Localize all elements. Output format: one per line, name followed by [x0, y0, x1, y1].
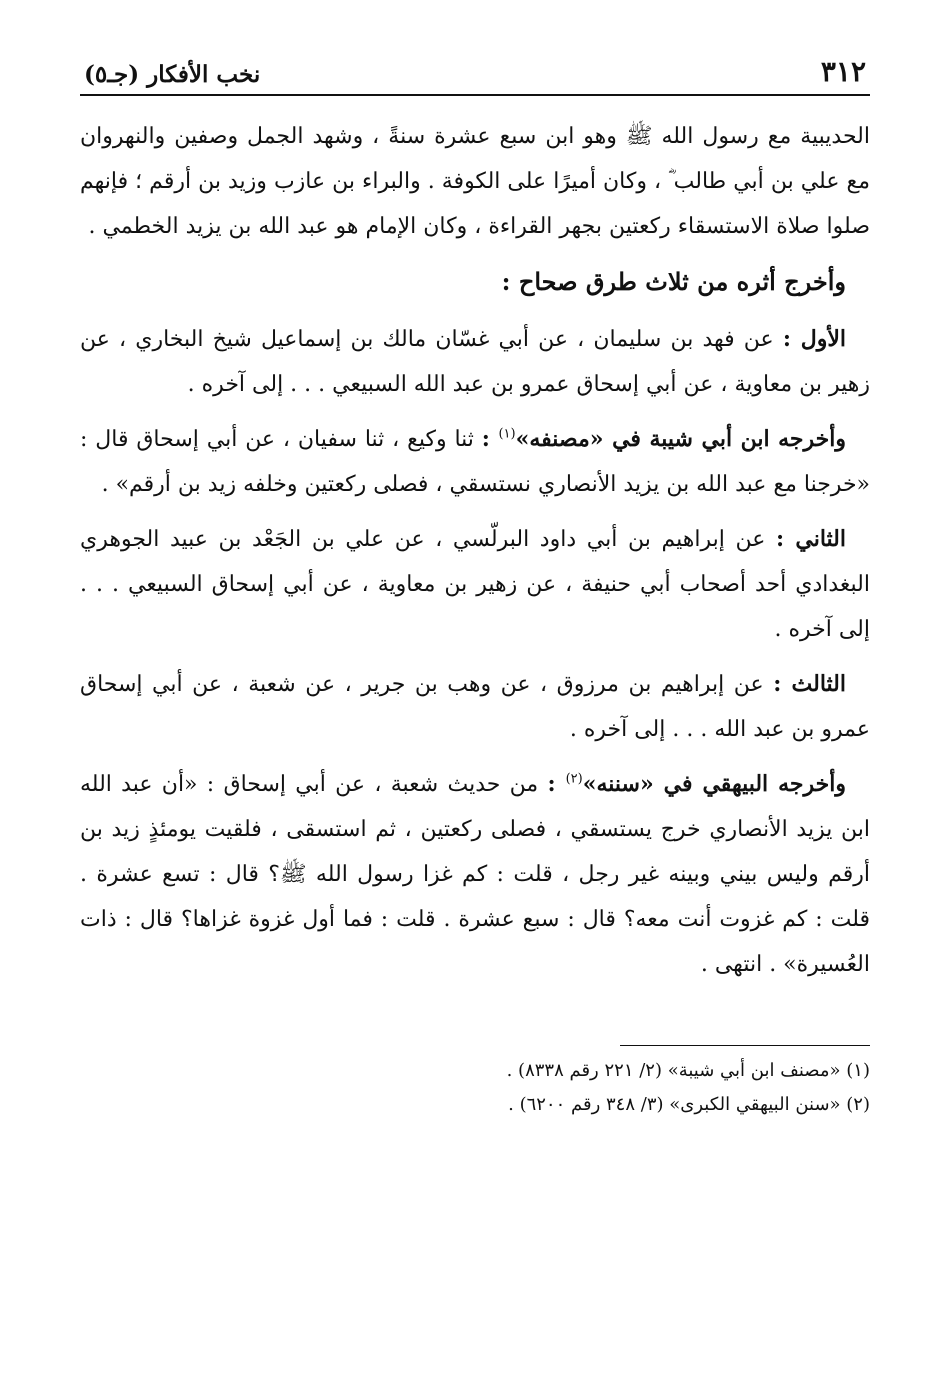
ibn-abi-shayba-colon: : — [481, 426, 499, 452]
bayhaqi-label: وأخرجه البيهقي في «سننه» — [582, 771, 846, 797]
book-title: نخب الأفكار (جـ٥) — [84, 61, 261, 88]
second-chain-paragraph — [80, 517, 870, 652]
ibn-abi-shayba-text: ثنا وكيع ، ثنا سفيان ، عن أبي إسحاق قال : «خرجنا مع عبد الله بن يزيد الأنصاري نستسقي ، فصلى ركعتين وخلفه زيد بن أرقم» . — [80, 427, 870, 497]
footnote-1: (١) «مصنف ابن أبي شيبة» (٢/ ٢٢١ رقم ٨٣٣٨) . — [506, 1060, 870, 1081]
bayhaqi-colon: : — [547, 771, 566, 797]
section-heading: وأخرج أثره من ثلاث طرق صحاح : — [501, 267, 846, 296]
book-page — [80, 52, 870, 1122]
footnote-ref-1[interactable]: (١) — [498, 426, 516, 442]
intro-paragraph — [80, 114, 870, 249]
footnote-ref-2[interactable]: (٢) — [565, 771, 583, 787]
third-chain-label: الثالث : — [773, 671, 846, 697]
page-header — [80, 52, 870, 96]
second-chain-label: الثاني : — [775, 526, 846, 552]
footnote-2: (٢) «سنن البيهقي الكبرى» (٣/ ٣٤٨ رقم ٦٢٠٠) . — [508, 1094, 870, 1115]
bayhaqi-text: من حديث شعبة ، عن أبي إسحاق : «أن عبد الله ابن يزيد الأنصاري خرج يستسقي ، فصلى ركعتين ، ثم استسقى ، فلقيت يومئذٍ زيد بن أرقم وليس بيني وبينه غير رجل ، قلت : كم غزا رسول الله ﷺ؟ قال : تسع عشرة . قلت : كم غزوت أنت معه؟ قال : سبع عشرة . قلت : فما أول غزوة غزاها؟ قال : ذات العُسيرة» . انتهى . — [80, 772, 870, 977]
third-chain-paragraph — [80, 662, 870, 752]
intro-text: الحديبية مع رسول الله ﷺ وهو ابن سبع عشرة سنةً ، وشهد الجمل وصفين والنهروان مع علي بن أبي طالب ؓ ، وكان أميرًا على الكوفة . والبراء بن عازب وزيد بن أرقم ؛ فإنهم صلوا صلاة الاستسقاء ركعتين بجهر القراءة ، وكان الإمام هو عبد الله بن يزيد الخطمي . — [80, 124, 870, 239]
ibn-abi-shayba-paragraph — [80, 417, 870, 507]
first-chain-text: عن فهد بن سليمان ، عن أبي غسّان مالك بن إسماعيل شيخ البخاري ، عن زهير بن معاوية ، عن أبي إسحاق عمرو بن عبد الله السبيعي . . . إلى آخره . — [80, 327, 870, 397]
second-chain-text: عن إبراهيم بن أبي داود البرلّسي ، عن علي بن الجَعْد بن عبيد الجوهري البغدادي أحد أصحاب أبي حنيفة ، عن زهير بن معاوية ، عن أبي إسحاق السبيعي . . . إلى آخره . — [80, 527, 870, 642]
footnote-separator — [620, 1045, 870, 1046]
first-chain-paragraph — [80, 317, 870, 407]
page-body — [80, 114, 870, 987]
third-chain-text: عن إبراهيم بن مرزوق ، عن وهب بن جرير ، عن شعبة ، عن أبي إسحاق عمرو بن عبد الله . . . إلى آخره . — [80, 672, 870, 742]
ibn-abi-shayba-label: وأخرجه ابن أبي شيبة في «مصنفه» — [515, 426, 846, 452]
footnotes — [80, 1054, 870, 1122]
first-chain-label: الأول : — [782, 326, 846, 352]
page-number: ٣١٢ — [820, 55, 866, 88]
bayhaqi-paragraph — [80, 762, 870, 987]
